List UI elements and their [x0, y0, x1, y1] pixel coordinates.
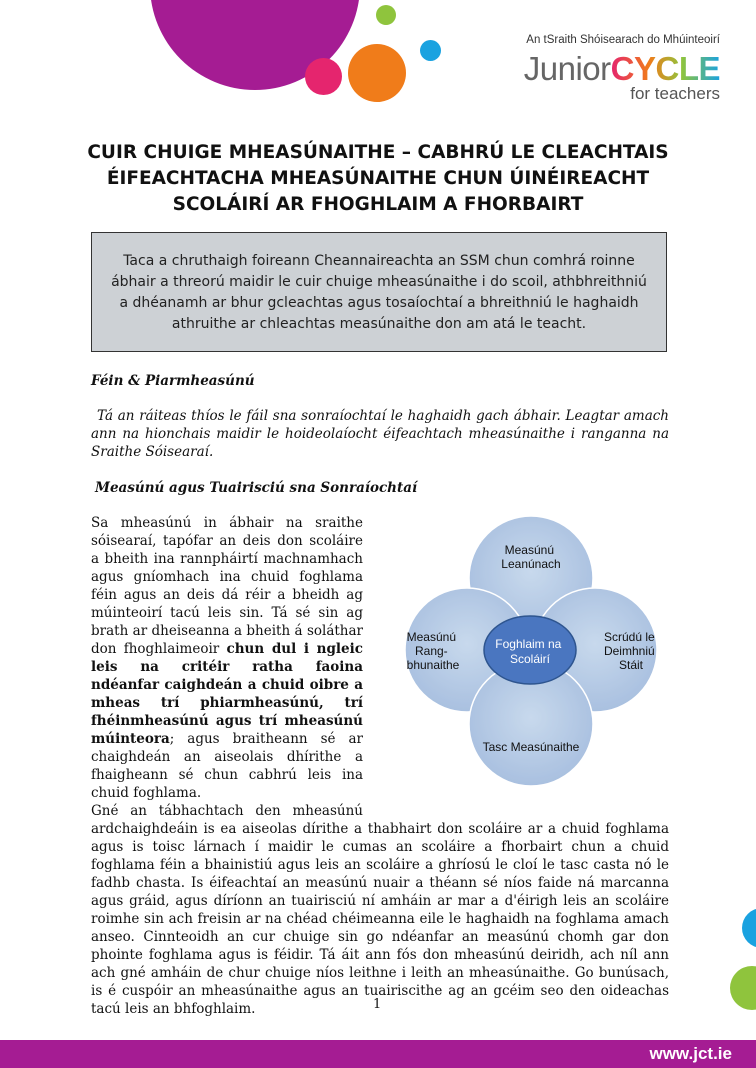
diagram-right-label: Deimhniú: [603, 644, 655, 658]
standards-paragraph: Tá an ráiteas thíos le fáil sna sonraíochtaí le haghaidh gach ábhair. Leagtar amach ann na hionchais maidir le hoideolaíocht éifeachtach mheasúnaithe i ranganna na Sraithe Sóisearaí.: [91, 408, 669, 460]
diagram-bottom-label: Tasc Measúnaithe: [482, 740, 580, 754]
footer-link[interactable]: www.jct.ie: [649, 1044, 732, 1063]
body-paragraph-1c: ; agus braitheann sé ar chaighdeán an aiseolais dhírithe a fhaigheann sé chun cabhrú leis ina chuid foghlama.: [91, 731, 363, 801]
brand-name: [524, 52, 720, 86]
page-title: [60, 140, 696, 218]
section-heading-self-peer: Féin & Piarmheasúnú: [91, 373, 255, 389]
diagram-top-label: Leanúnach: [501, 557, 561, 571]
intro-box: [91, 232, 667, 352]
decorative-circle-pink: [305, 58, 342, 95]
title-line: SCOLÁIRÍ AR FHOGHLAIM A FHORBAIRT: [172, 194, 584, 215]
brand-name-junior: Junior: [523, 50, 611, 87]
brand-name-cycle: CYCLE: [610, 50, 720, 87]
diagram-left-label: Rang-: [414, 644, 448, 658]
decorative-circle-blue-small: [420, 40, 441, 61]
diagram-center-label: Scoláirí: [509, 652, 551, 666]
decorative-circle-orange: [348, 44, 406, 102]
title-line: CUIR CHUIGE MHEASÚNAITHE – CABHRÚ LE CLEACHTAIS: [87, 142, 669, 163]
page-number: 1: [373, 997, 382, 1012]
svg-text:Tasc Measúnaithe: [483, 740, 580, 754]
section-heading-assessment-reporting: Measúnú agus Tuairisciú sna Sonraíochtaí: [95, 480, 418, 496]
intro-text: Taca a chruthaigh foireann Cheannaireachta an SSM chun comhrá roinne ábhair a threorú maidir le cuir chuige mheasúnaithe i do scoil, athbhreithniú a dhéanamh ar bhur gcleachtas agus tosaíochtaí a bhreithniú le haghaidh athruithe ar chleachtas measúnaithe don am atá le teacht.: [111, 253, 647, 332]
assessment-diagram: [395, 510, 667, 794]
diagram-left-label: Measúnú: [406, 630, 457, 644]
brand-logo: [524, 34, 720, 104]
title-line: ÉIFEACHTACHA MHEASÚNAITHE CHUN ÚINÉIREACHT: [106, 168, 650, 189]
diagram-center-label: Foghlaim na: [495, 637, 562, 651]
brand-tagline: An tSraith Shóisearach do Mhúinteoirí: [526, 34, 720, 46]
body-paragraph-2: Gné an tábhachtach den mheasúnú ardchaighdeáin is ea aiseolas dírithe a thabhairt don scoláire ar a chuid foghlama agus is toisc lárnach í maidir le cumas an scoláire a fhorbairt chun a chuid foghlama féin a bhainistiú agus leis an scoláire a ghríosú le cloí le tasc casta nó le fadhb chasta. Is éifeachtaí an measúnú nuair a théann sé níos faide ná marcanna agus gráid, agus díríonn an tuairisciú ní amháin ar mar a d'éirigh leis an scoláire roimhe sin ach freisin ar na chéad chéimeanna eile le haghaidh na foghlama amach anseo. Cinnteoidh an cur chuige sin go ndéanfar an measúnú chomh gar don phointe foghlama agus is féidir. Tá áit ann fós don mheasúnú deiridh, ach níl ann ach gné amháin de chur chuige níos leithne i leith an mheasúnaithe. Go bunúsach, is é cuspóir an mheasúnaithe agus an tuairiscithe ag an gcéim seo den oideachas tacú leis an bhfoghlaim.: [91, 803, 669, 1017]
body-paragraph-1a: Sa mheasúnú in ábhair na sraithe sóisearaí, tapófar an deis don scoláire a bheith ina rannpháirtí machnamhach agus gníomhach ina chuid foghlama féin agus an deis dá réir a bheidh ag múinteoirí tacú leis sin. Tá sé sin ag brath ar dheiseanna a bheith á soláthar don fhoghlaimeoir: [91, 515, 363, 657]
diagram-right-label: Scrúdú le: [603, 630, 655, 644]
brand-subtitle: for teachers: [630, 84, 720, 103]
decorative-circle-blue-right: [742, 908, 756, 948]
diagram-top-label: Measúnú: [504, 543, 555, 557]
diagram-left-label: bhunaithe: [406, 658, 460, 672]
diagram-right-label: Stáit: [618, 658, 644, 672]
decorative-circle-green-small: [376, 5, 396, 25]
decorative-circle-green-right: [730, 966, 756, 1010]
footer-bar: [0, 1040, 756, 1068]
body-paragraph-1-bold: chun dul i ngleic leis na critéir ratha faoina ndéanfar caighdeán a chuid oibre a mheas trí phiarmheasúnú, trí fhéinmheasúnú agus trí mheasúnú múinteora: [91, 641, 363, 747]
svg-text:Measúnú Leanúnach: [501, 543, 560, 571]
